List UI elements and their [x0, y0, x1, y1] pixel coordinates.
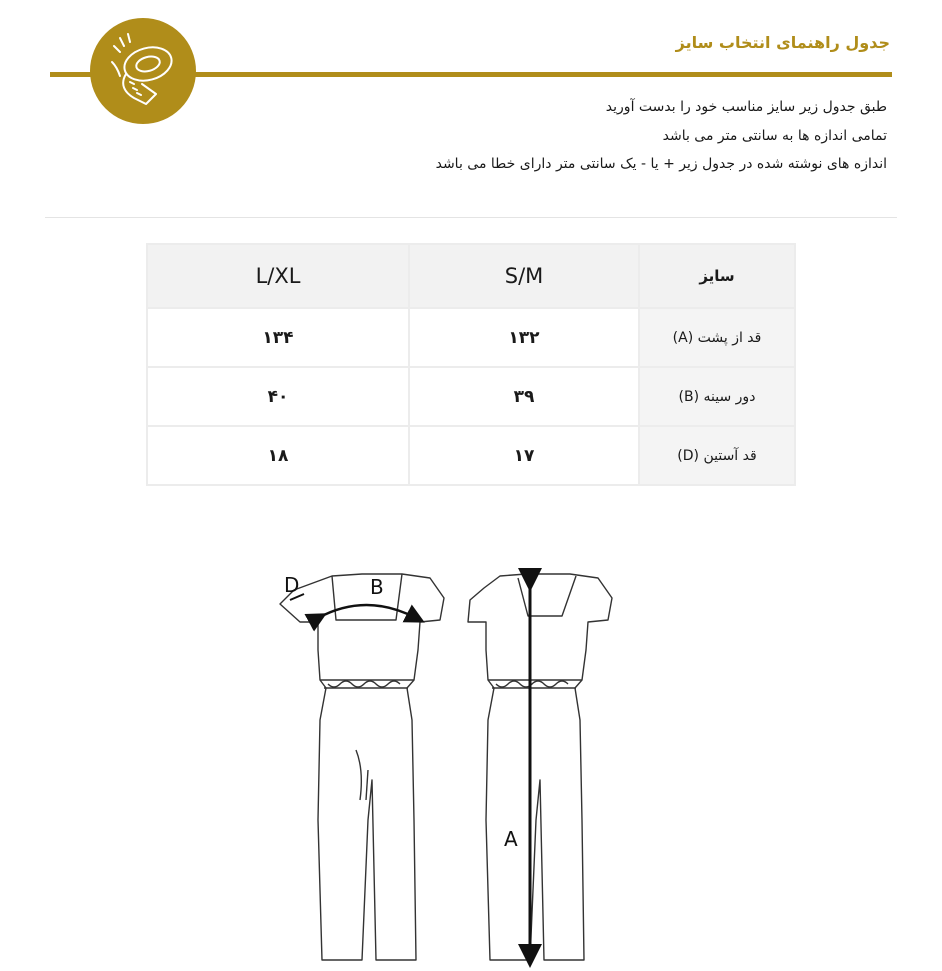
label-b: B — [370, 575, 384, 599]
table-row — [147, 367, 795, 426]
table-cell: ۱۳۲ — [409, 308, 639, 367]
table-row-header: سایز — [639, 244, 795, 308]
row-label-sleeve: قد آستین (D) — [639, 426, 795, 485]
table-cell: ۳۹ — [409, 367, 639, 426]
table-header-row — [147, 244, 795, 308]
tape-measure-icon — [90, 18, 196, 124]
label-a: A — [504, 827, 518, 851]
size-table — [146, 243, 796, 486]
row-label-chest: دور سینه (B) — [639, 367, 795, 426]
section-divider — [45, 217, 897, 218]
table-cell: ۴۰ — [147, 367, 409, 426]
column-header-lxl: L/XL — [147, 244, 409, 308]
table-cell: ۱۳۴ — [147, 308, 409, 367]
table-row — [147, 308, 795, 367]
intro-line-1: طبق جدول زیر سایز مناسب خود را بدست آورید — [605, 99, 887, 115]
intro-line-3: اندازه های نوشته شده در جدول زیر + یا - یک سانتی متر دارای خطا می باشد — [435, 156, 887, 172]
chest-measure-arrow — [318, 605, 416, 618]
column-header-sm: S/M — [409, 244, 639, 308]
intro-line-2: تمامی اندازه ها به سانتی متر می باشد — [662, 127, 887, 144]
jumpsuit-back-sketch — [468, 574, 612, 960]
intro-text — [287, 93, 887, 179]
page-title: جدول راهنمای انتخاب سایز — [675, 33, 890, 52]
table-row — [147, 426, 795, 485]
row-label-back-length: قد از پشت (A) — [639, 308, 795, 367]
table-cell: ۱۸ — [147, 426, 409, 485]
label-d: D — [284, 573, 300, 597]
jumpsuit-front-sketch — [280, 574, 444, 960]
table-cell: ۱۷ — [409, 426, 639, 485]
tape-measure-badge — [90, 18, 196, 124]
jumpsuit-measurement-diagram — [270, 560, 650, 971]
